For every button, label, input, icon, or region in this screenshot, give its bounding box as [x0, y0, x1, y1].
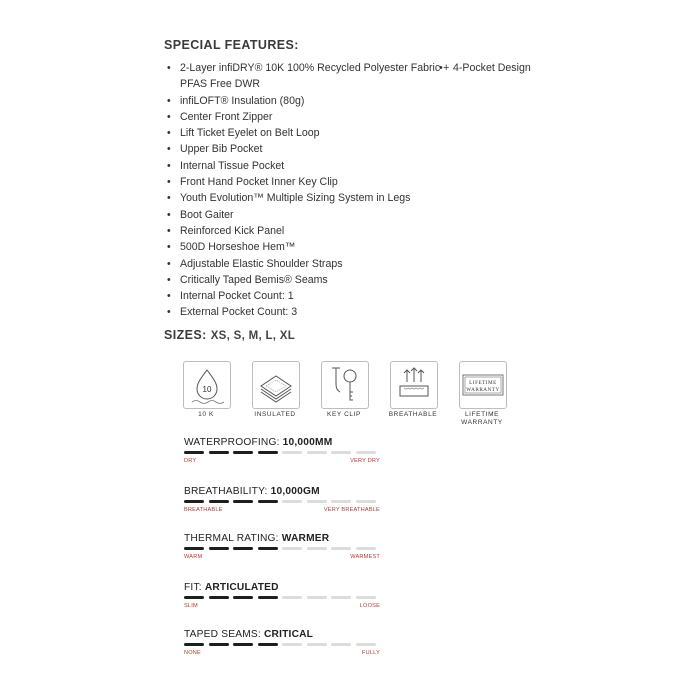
meter-value: CRITICAL — [263, 629, 314, 640]
meter-segment-filled — [209, 451, 229, 454]
meter-segment-empty — [307, 596, 327, 599]
meter-segment-empty — [307, 500, 327, 503]
meter-value: 10,000MM — [282, 437, 333, 448]
meter-taped-seams — [184, 629, 380, 658]
meter-segment-filled — [233, 547, 253, 550]
list-item: • Youth Evolution™ Multiple Sizing System in Legs — [166, 190, 566, 206]
feature-four-pocket: • 4-Pocket Design — [453, 60, 531, 76]
meter-segment-empty — [282, 643, 302, 646]
list-item: • Internal Tissue Pocket — [166, 158, 566, 174]
meter-segment-empty — [331, 596, 351, 599]
meter-segment-filled — [233, 500, 253, 503]
meter-value: ARTICULATED — [204, 582, 279, 593]
icon-label-warranty: WARRANTY — [461, 419, 503, 426]
feature-list — [166, 60, 566, 321]
breathable-icon — [390, 361, 438, 409]
meter-segment-filled — [209, 547, 229, 550]
insulated-icon — [252, 361, 300, 409]
meter-title — [184, 629, 380, 640]
meter-segment-empty — [307, 451, 327, 454]
special-features-heading: SPECIAL FEATURES: — [164, 38, 299, 52]
meter-segment-empty — [307, 547, 327, 550]
meter-segment-filled — [184, 451, 204, 454]
meter-segment-empty — [331, 643, 351, 646]
meter-segment-filled — [258, 500, 278, 503]
icon-label-lifetime-warranty — [447, 411, 517, 427]
meter-bars — [184, 500, 380, 505]
meter-label: BREATHABILITY: — [184, 486, 268, 497]
sizes-heading: SIZES: — [164, 328, 207, 342]
list-item: • Adjustable Elastic Shoulder Straps — [166, 256, 566, 272]
list-item: • Critically Taped Bemis® Seams — [166, 272, 566, 288]
meter-segment-filled — [209, 500, 229, 503]
meter-label: FIT: — [184, 582, 202, 593]
meter-high-label: FULLY — [362, 650, 380, 656]
meter-segment-filled — [233, 596, 253, 599]
meter-segment-filled — [258, 643, 278, 646]
icon-label-10k: 10 K — [198, 411, 214, 418]
meter-bars — [184, 596, 380, 601]
meter-segment-empty — [307, 643, 327, 646]
meter-title — [184, 437, 380, 448]
meter-segment-empty — [282, 500, 302, 503]
meter-label: WATERPROOFING: — [184, 437, 280, 448]
meter-high-label: VERY DRY — [350, 458, 380, 464]
feature-first-line2: PFAS Free DWR — [180, 78, 261, 91]
list-item: • infiLOFT® Insulation (80g) — [166, 93, 566, 109]
icon-label-key-clip: KEY CLIP — [327, 411, 361, 418]
meter-segment-empty — [282, 596, 302, 599]
meter-segment-filled — [209, 643, 229, 646]
meter-low-label: WARM — [184, 554, 203, 560]
sizes-row — [164, 328, 295, 342]
meter-segment-filled — [184, 500, 204, 503]
meter-segment-empty — [331, 500, 351, 503]
meter-segment-filled — [184, 596, 204, 599]
meter-low-label: BREATHABLE — [184, 507, 223, 513]
meter-breathability — [184, 486, 380, 515]
meter-segment-empty — [282, 547, 302, 550]
meter-low-label: DRY — [184, 458, 197, 464]
list-item: • Upper Bib Pocket — [166, 141, 566, 157]
meter-segment-empty — [282, 451, 302, 454]
meter-segment-filled — [184, 547, 204, 550]
meter-segment-filled — [209, 596, 229, 599]
meter-label: TAPED SEAMS: — [184, 629, 261, 640]
meter-segment-empty — [356, 547, 376, 550]
sizes-values: XS, S, M, L, XL — [210, 330, 296, 342]
meter-high-label: WARMEST — [350, 554, 380, 560]
meter-waterproofing — [184, 437, 380, 466]
meter-thermal-rating — [184, 533, 380, 562]
meter-segment-filled — [258, 596, 278, 599]
list-item: • Boot Gaiter — [166, 207, 566, 223]
list-item — [166, 60, 566, 93]
meter-title — [184, 486, 380, 497]
meter-segment-empty — [356, 596, 376, 599]
badge-lifetime-text: LIFETIME — [469, 380, 497, 386]
badge-10k-text: 10 — [202, 385, 212, 394]
meter-segment-empty — [331, 547, 351, 550]
badge-warranty-text: WARRANTY — [466, 387, 500, 393]
meter-bars — [184, 643, 380, 648]
meter-segment-empty — [356, 451, 376, 454]
meter-title — [184, 582, 380, 593]
meter-segment-empty — [331, 451, 351, 454]
icon-label-insulated: INSULATED — [254, 411, 296, 418]
icon-label-lifetime: LIFETIME — [464, 411, 500, 418]
meter-high-label: VERY BREATHABLE — [323, 507, 380, 513]
list-item: • External Pocket Count: 3 — [166, 304, 566, 320]
meter-segment-filled — [233, 451, 253, 454]
meter-segment-filled — [258, 547, 278, 550]
meter-bars — [184, 451, 380, 456]
meter-low-label: NONE — [184, 650, 201, 656]
meter-segment-filled — [184, 643, 204, 646]
meter-segment-empty — [356, 643, 376, 646]
icon-label-breathable: BREATHABLE — [388, 411, 438, 418]
meter-low-label: SLIM — [184, 603, 198, 609]
list-item: • Front Hand Pocket Inner Key Clip — [166, 174, 566, 190]
list-item: • 500D Horseshoe Hem™ — [166, 239, 566, 255]
feature-first-line1: 2-Layer infiDRY® 10K 100% Recycled Polyester Fabric + — [180, 62, 450, 74]
meter-segment-filled — [258, 451, 278, 454]
meter-value: 10,000GM — [270, 486, 320, 497]
meter-high-label: LOOSE — [359, 603, 380, 609]
key-clip-icon — [321, 361, 369, 409]
list-item: • Lift Ticket Eyelet on Belt Loop — [166, 125, 566, 141]
meter-segment-filled — [233, 643, 253, 646]
meter-value: WARMER — [281, 533, 330, 544]
waterproof-10k-icon — [183, 361, 231, 409]
list-item: • Reinforced Kick Panel — [166, 223, 566, 239]
meter-bars — [184, 547, 380, 552]
meter-fit — [184, 582, 380, 611]
list-item: • Center Front Zipper — [166, 109, 566, 125]
list-item: • Internal Pocket Count: 1 — [166, 288, 566, 304]
meter-title — [184, 533, 380, 544]
meter-label: THERMAL RATING: — [184, 533, 279, 544]
lifetime-warranty-icon — [459, 361, 507, 409]
meter-segment-empty — [356, 500, 376, 503]
